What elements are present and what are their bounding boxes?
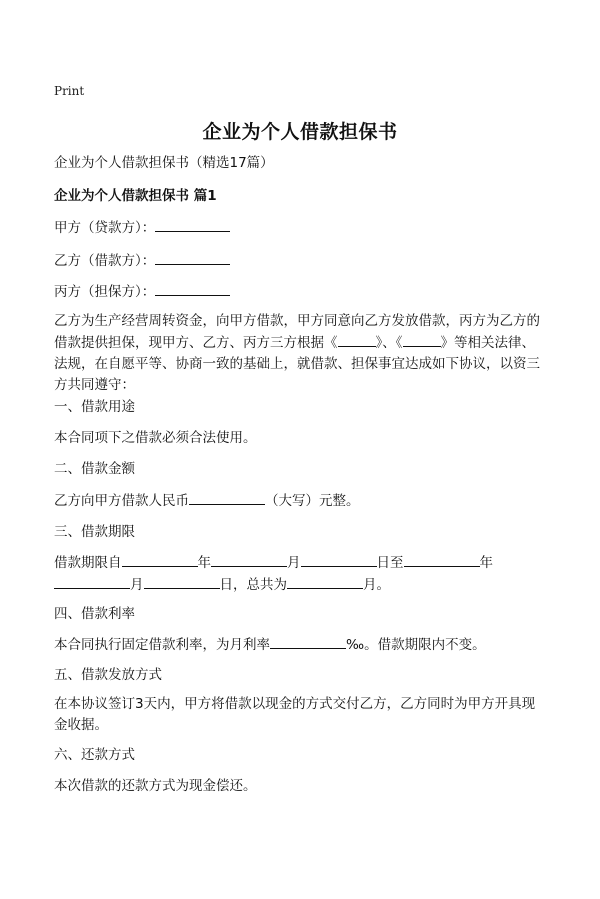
year-label-2: 年 <box>479 555 493 571</box>
document-subtitle: 企业为个人借款担保书（精选17篇） <box>54 155 274 171</box>
document-title: 企业为个人借款担保书 <box>202 121 398 143</box>
section-2-body <box>54 490 360 511</box>
day-total-label: 日，总共为 <box>219 577 287 593</box>
intro-text-1: 乙方为生产经营周转资金，向甲方借款，甲方同意向乙方发放借款，丙方为乙方的借款提供担保，现甲方、乙方、丙方三方根据《 <box>54 313 540 351</box>
party-b-line <box>54 250 230 271</box>
term-start-year-blank <box>122 552 198 567</box>
section-3-heading: 三、借款期限 <box>54 524 135 540</box>
rate-label: 本合同执行固定借款利率，为月利率 <box>54 637 270 653</box>
section-5-body: 在本协议签订3天内，甲方将借款以现金的方式交付乙方，乙方同时为甲方开具现金收据。 <box>54 696 536 733</box>
law-blank-1 <box>338 332 376 347</box>
day-to-label: 日至 <box>376 555 404 571</box>
section-4-heading: 四、借款利率 <box>54 606 135 622</box>
party-b-blank <box>155 250 230 265</box>
month-label: 月 <box>287 555 301 571</box>
section-1-heading: 一、借款用途 <box>54 399 135 415</box>
section-6-heading: 六、还款方式 <box>54 747 135 763</box>
amount-suffix: （大写）元整。 <box>265 493 360 509</box>
section-1-body: 本合同项下之借款必须合法使用。 <box>54 430 257 446</box>
year-label: 年 <box>197 555 211 571</box>
term-total-blank <box>287 574 363 589</box>
amount-label: 乙方向甲方借款人民币 <box>54 493 189 509</box>
term-end-year-blank <box>404 552 480 567</box>
party-a-label: 甲方（贷款方）： <box>54 220 156 236</box>
intro-paragraph <box>54 311 548 396</box>
section-6-body: 本次借款的还款方式为现金偿还。 <box>54 778 257 794</box>
section-title: 企业为个人借款担保书 篇1 <box>54 188 217 204</box>
amount-blank <box>189 490 265 505</box>
law-blank-2 <box>403 332 441 347</box>
term-from-label: 借款期限自 <box>54 555 122 571</box>
rate-blank <box>270 634 346 649</box>
section-5-heading: 五、借款发放方式 <box>54 667 162 683</box>
party-c-line <box>54 281 230 302</box>
party-b-label: 乙方（借款方）： <box>54 253 156 269</box>
party-a-blank <box>155 217 230 232</box>
intro-text-2: 》、《 <box>375 335 403 351</box>
rate-suffix: ‰。借款期限内不变。 <box>346 637 486 653</box>
intro-text-3: 》等相关法律、法规，在自愿平等、协商一致的基础上，就借款、担保事宜达成如下协议，以资三方共同遵守： <box>54 335 540 393</box>
term-end-day-blank <box>144 574 220 589</box>
section-4-body <box>54 634 486 655</box>
section-3-body <box>54 552 548 596</box>
term-start-month-blank <box>211 552 287 567</box>
party-c-label: 丙方（担保方）： <box>54 284 156 300</box>
print-link[interactable]: Print <box>54 84 85 98</box>
party-c-blank <box>155 281 230 296</box>
term-end-month-blank <box>54 574 130 589</box>
party-a-line <box>54 217 230 238</box>
month-label-2: 月 <box>130 577 144 593</box>
section-2-heading: 二、借款金额 <box>54 461 135 477</box>
term-end-label: 月。 <box>363 577 390 593</box>
term-start-day-blank <box>301 552 377 567</box>
